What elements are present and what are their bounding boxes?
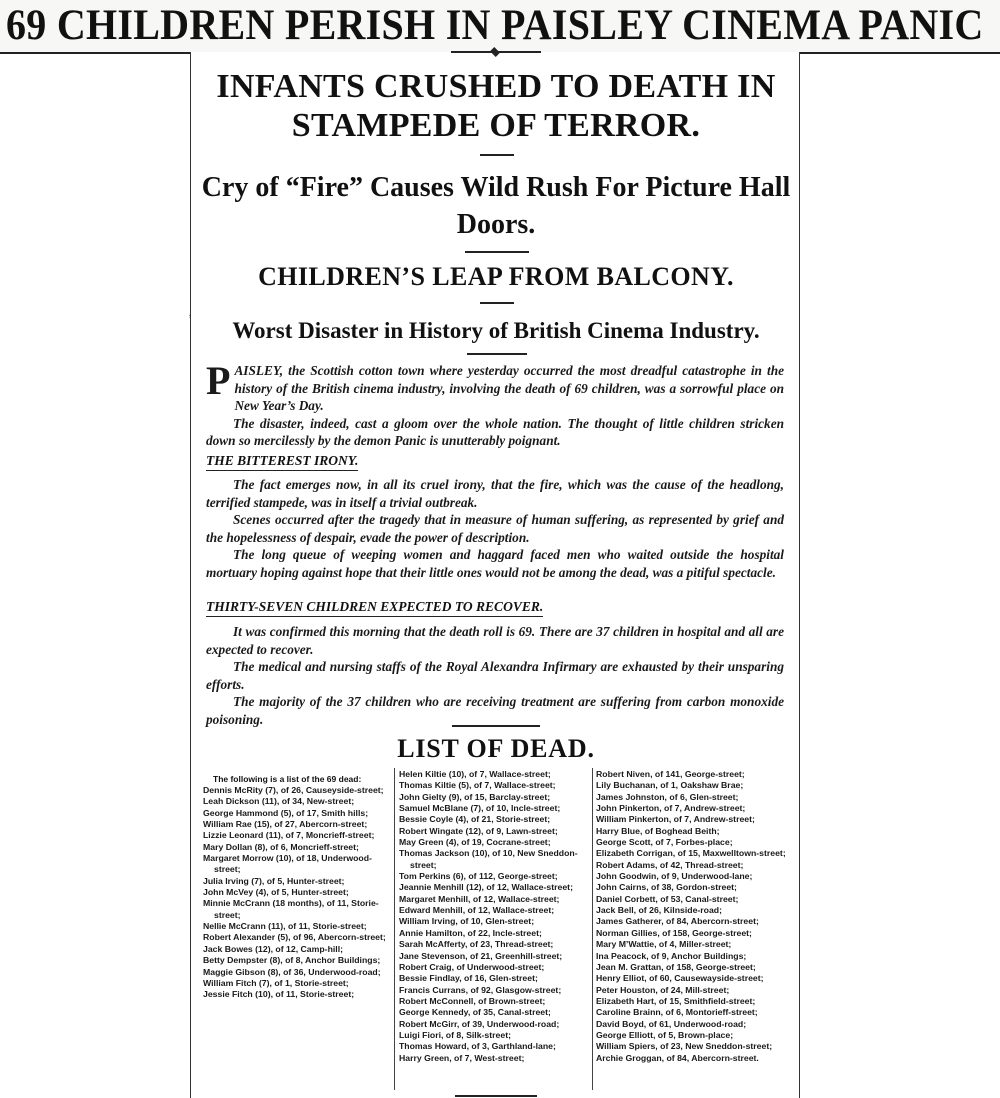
dead-list-entry: Jane Stevenson, of 21, Greenhill-street; [399,950,563,961]
dead-list-entry: David Boyd, of 61, Underwood-road; [596,1018,747,1029]
top-ornament [451,49,541,55]
dead-list-entry: Lizzie Leonard (11), of 7, Moncrieff-street; [203,830,375,841]
list-intro: The following is a list of the 69 dead: [213,774,362,784]
dead-list-entry: Bessie Findlay, of 16, Glen-street; [399,973,538,984]
dead-list-entry: Minnie McCrann (18 months), of 11, Storie-street; [203,898,379,920]
dead-list-entry: Lily Buchanan, of 1, Oakshaw Brae; [596,780,744,791]
dead-list-entry: John Cairns, of 38, Gordon-street; [596,882,737,893]
paragraph: AISLEY, the Scottish cotton town where yesterday occurred the most dreadful catastrophe in the history of the British cinema industry, involving the death of 69 children, was a sorrowful place on New Year’s Day. [234,363,784,413]
subhead-expected-to-recover: THIRTY-SEVEN CHILDREN EXPECTED TO RECOVER. [206,598,543,617]
dead-list-entry: Robert Alexander (5), of 96, Abercorn-street; [203,932,386,943]
dead-list-entry: Thomas Jackson (10), of 10, New Sneddon-street; [399,848,578,870]
headline-worst-disaster: Worst Disaster in History of British Cinema Industry. [232,318,760,343]
article-section-recovery [206,623,784,728]
dead-list-entry: Samuel McBlane (7), of 10, Incle-street; [399,803,561,814]
dead-list-entry: Robert McGirr, of 39, Underwood-road; [399,1018,560,1029]
dead-list-entry: William Spiers, of 23, New Sneddon-street; [596,1041,773,1052]
masthead-banner [0,0,1000,54]
headline-rule [480,154,514,156]
dead-list-entry: Maggie Gibson (8), of 36, Underwood-road; [203,966,381,977]
dead-list-entry: Jeannie Menhill (12), of 12, Wallace-street; [399,882,573,893]
dead-list-column-2 [399,769,589,1064]
dead-list-entry: Robert Niven, of 141, George-street; [596,769,745,779]
dead-list-entry: William Irving, of 10, Glen-street; [399,916,535,927]
article-column [190,52,800,1098]
dead-list-entry: Harry Blue, of Boghead Beith; [596,825,720,836]
headline-rule [465,251,529,253]
dead-list-entry: Francis Currans, of 92, Glasgow-street; [399,984,562,995]
dead-list-entry: Elizabeth Corrigan, of 15, Maxwelltown-street; [596,848,786,859]
dead-list-entry: Jessie Fitch (10), of 11, Storie-street; [203,989,355,1000]
headline-rule [467,353,527,355]
dead-list-entry: Harry Green, of 7, West-street; [399,1052,525,1063]
column-divider [394,768,395,1090]
paragraph: The majority of the 37 children who are receiving treatment are suffering from carbon monoxide poisoning. [206,694,784,727]
dead-list-entry: George Hammond (5), of 17, Smith hills; [203,807,369,818]
banner-headline: 69 CHILDREN PERISH IN PAISLEY CINEMA PANIC [6,2,984,49]
dead-list-entry: John Goodwin, of 9, Underwood-lane; [596,871,753,882]
paragraph: It was confirmed this morning that the death roll is 69. There are 37 children in hospital and all are expected to recover. [206,624,784,657]
dead-list-entry: Julia Irving (7), of 5, Hunter-street; [203,875,345,886]
dead-list-entry: Dennis McRity (7), of 26, Causeyside-street; [203,785,384,795]
section-rule [452,725,540,727]
dead-list-entry: Peter Houston, of 24, Mill-street; [596,984,730,995]
dead-list-entry: Mary Dollan (8), of 6, Moncrieff-street; [203,841,359,852]
dead-list-column-3 [596,769,789,1064]
dead-list-entry: James Gatherer, of 84, Abercorn-street; [596,916,759,927]
dead-list-entry: Nellie McCrann (11), of 11, Storie-street; [203,921,367,932]
dead-list-entry: George Kennedy, of 35, Canal-street; [399,1007,551,1018]
dead-list-entry: William Rae (15), of 27, Abercorn-street; [203,819,368,830]
list-of-dead-title: LIST OF DEAD. [397,734,595,763]
subhead-bitterest-irony: THE BITTEREST IRONY. [206,452,358,471]
dead-list-entry: Tom Perkins (6), of 112, George-street; [399,871,558,882]
dead-list-entry: John McVey (4), of 5, Hunter-street; [203,887,349,898]
dead-list-entry: Margaret Menhill, of 12, Wallace-street; [399,893,560,904]
dead-list-entry: George Scott, of 7, Forbes-place; [596,837,733,848]
article-intro [206,358,784,450]
dead-list-entry: Caroline Brainn, of 6, Montorieff-street; [596,1007,758,1018]
dead-list-entry: Mary M’Wattie, of 4, Miller-street; [596,939,732,950]
dead-list-entry: William Pinkerton, of 7, Andrew-street; [596,814,755,825]
paragraph: The fact emerges now, in all its cruel irony, that the fire, which was the cause of the headlong, terrified stampede, was in itself a trivial outbreak. [206,477,784,510]
dead-list-entry: Ina Peacock, of 9, Anchor Buildings; [596,950,747,961]
paragraph: The disaster, indeed, cast a gloom over the whole nation. The thought of little children stricken down so mercilessly by the demon Panic is unutterably poignant. [206,415,784,448]
dead-list-entry: Jean M. Grattan, of 158, George-street; [596,961,756,972]
dead-list-entry: Edward Menhill, of 12, Wallace-street; [399,905,555,916]
dead-list-entry: Sarah McAfferty, of 23, Thread-street; [399,939,554,950]
bottom-rule [455,1095,537,1097]
dead-list-entry: Jack Bowes (12), of 12, Camp-hill; [203,943,344,954]
dead-list-entry: Robert McConnell, of Brown-street; [399,995,546,1006]
headline-secondary: Cry of “Fire” Causes Wild Rush For Picture Hall Doors. [201,172,791,240]
headline-balcony: CHILDREN’S LEAP FROM BALCONY. [258,262,734,291]
headline-main: INFANTS CRUSHED TO DEATH IN STAMPEDE OF TERROR. [216,68,776,144]
dead-list-entry: James Johnston, of 6, Glen-street; [596,791,739,802]
dead-list-entry: May Green (4), of 19, Cocrane-street; [399,837,551,848]
paragraph: Scenes occurred after the tragedy that in measure of human suffering, as represented by grief and the hopelessness of despair, evade the power of description. [206,512,784,545]
dead-list-entry: Jack Bell, of 26, Kilnside-road; [596,905,723,916]
drop-cap: P [206,358,231,403]
dead-list-entry: Betty Dempster (8), of 8, Anchor Buildings; [203,955,381,966]
dead-list-entry: John Pinkerton, of 7, Andrew-street; [596,803,746,814]
dead-list-entry: Thomas Kiltie (5), of 7, Wallace-street; [399,780,556,791]
dead-list-entry: Daniel Corbett, of 53, Canal-street; [596,893,739,904]
dead-list-entry: Henry Elliot, of 60, Causewayside-street; [596,973,764,984]
dead-list-entry: George Elliott, of 5, Brown-place; [596,1029,734,1040]
dead-list-entry: Robert Wingate (12), of 9, Lawn-street; [399,825,558,836]
dead-list-entry: Archie Groggan, of 84, Abercorn-street. [596,1052,759,1063]
dead-list-entry: Helen Kiltie (10), of 7, Wallace-street; [399,769,551,779]
dead-list-entry: Luigi Fiori, of 8, Silk-street; [399,1029,511,1040]
dead-list-entry: Elizabeth Hart, of 15, Smithfield-street; [596,995,756,1006]
dead-list-entry: Robert Adams, of 42, Thread-street; [596,859,744,870]
dead-list-entry: John Gielty (9), of 15, Barclay-street; [399,791,551,802]
dead-list-entry: Bessie Coyle (4), of 21, Storie-street; [399,814,551,825]
dead-list-column-1 [203,785,391,1001]
dead-list-entry: Annie Hamilton, of 22, Incle-street; [399,927,542,938]
paragraph: The long queue of weeping women and haggard faced men who waited outside the hospital mortuary hoping against hope that their little ones would not be among the dead, was a pitiful spectacle. [206,547,784,580]
dead-list-entry: Leah Dickson (11), of 34, New-street; [203,796,355,807]
headline-rule [480,302,514,304]
paragraph: The medical and nursing staffs of the Royal Alexandra Infirmary are exhausted by their unsparing efforts. [206,659,784,692]
dead-list-entry: Thomas Howard, of 3, Garthland-lane; [399,1041,556,1052]
column-divider [592,768,593,1090]
dead-list-entry: Robert Craig, of Underwood-street; [399,961,545,972]
dead-list-entry: Norman Gillies, of 158, George-street; [596,927,752,938]
dead-list-entry: William Fitch (7), of 1, Storie-street; [203,977,349,988]
article-section-irony [206,476,784,581]
dead-list-entry: Margaret Morrow (10), of 18, Underwood-street; [203,853,372,875]
